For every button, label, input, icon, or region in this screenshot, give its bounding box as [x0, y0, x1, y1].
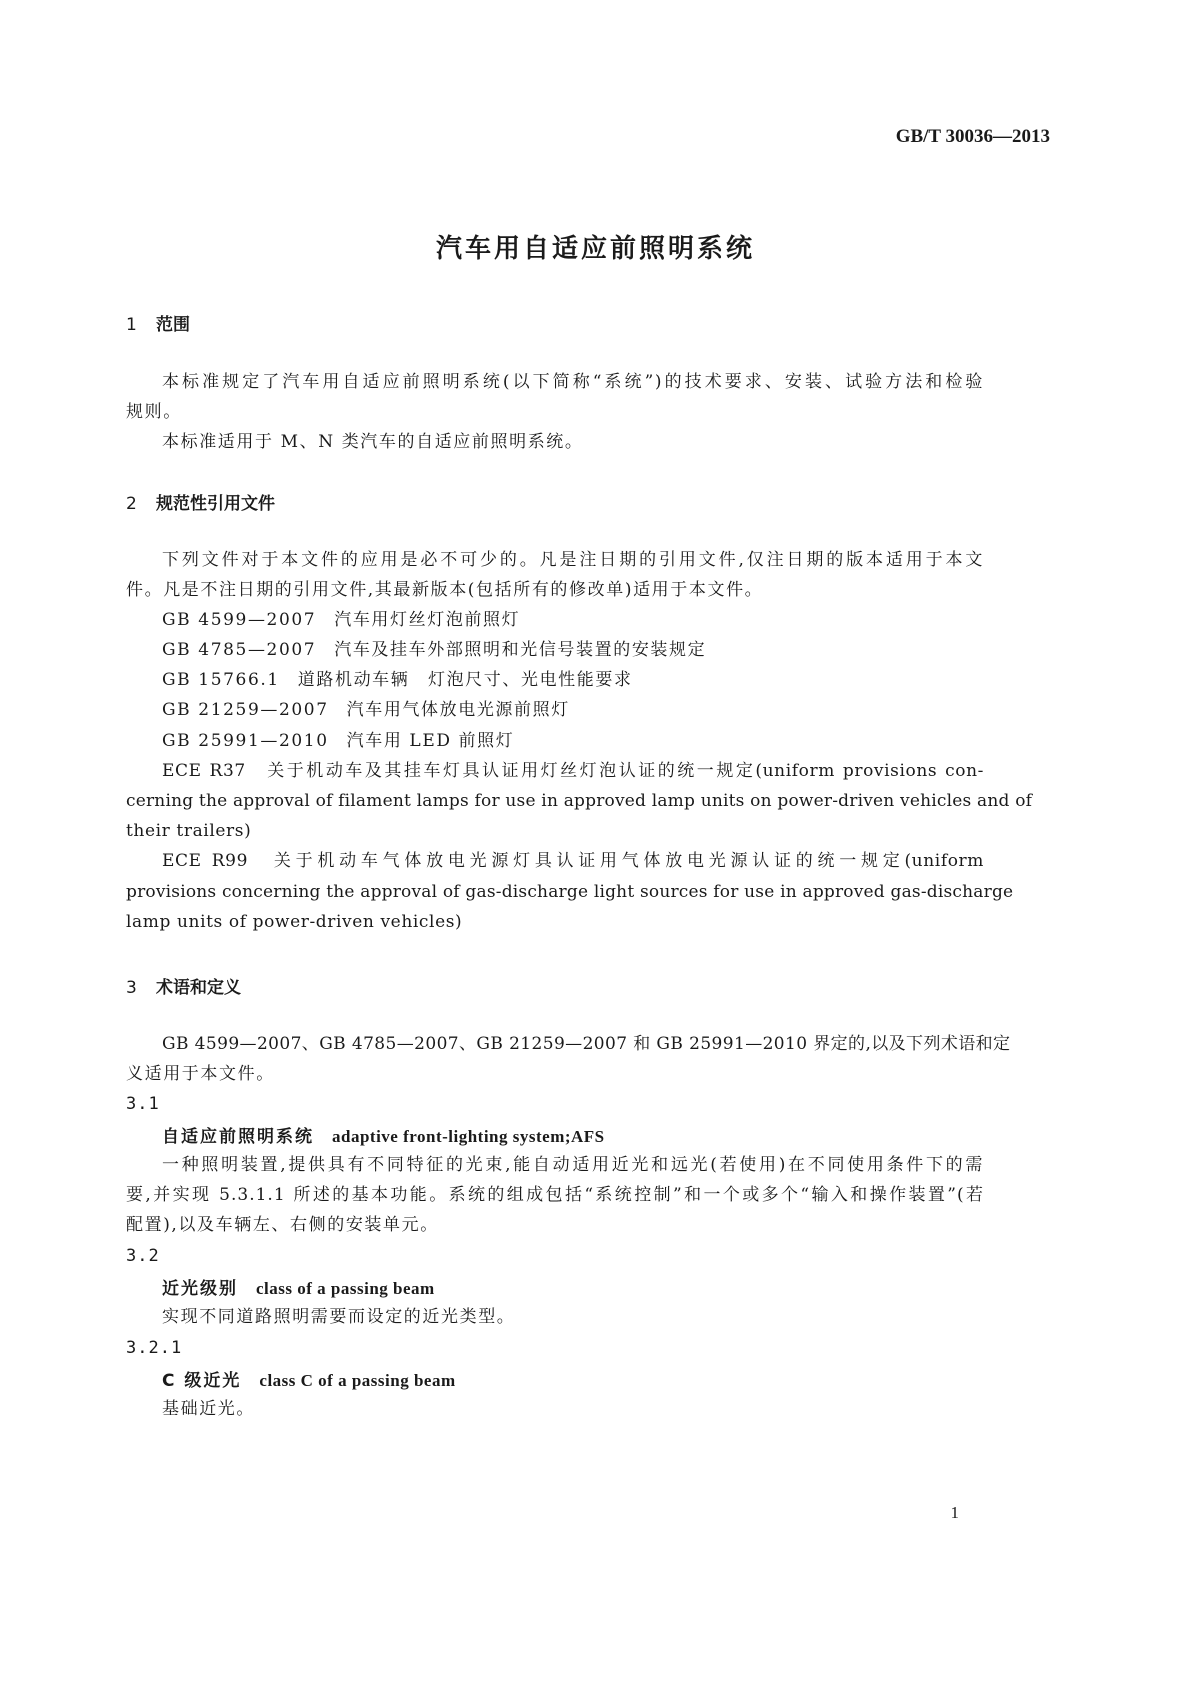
term-heading	[162, 1122, 605, 1147]
reference-name: 汽车用 LED 前照灯	[346, 731, 515, 751]
paragraph-line: 配置),以及车辆左、右侧的安装单元。	[126, 1215, 439, 1235]
paragraph-line: provisions concerning the approval of gas-discharge light sources for use in approved gas-discharge	[126, 882, 1014, 902]
paragraph-line: their trailers)	[126, 821, 252, 841]
term-heading	[162, 1274, 435, 1299]
section-title: 范围	[156, 315, 190, 335]
paragraph-line: 要,并实现 5.3.1.1 所述的基本功能。系统的组成包括“系统控制”和一个或多个“输入和操作装置”(若	[126, 1185, 984, 1205]
clause-number: 3.1	[126, 1094, 160, 1114]
paragraph-line: GB 4599—2007、GB 4785—2007、GB 21259—2007 和 GB 25991—2010 界定的,以及下列术语和定	[162, 1034, 1011, 1054]
term-heading	[162, 1366, 456, 1391]
paragraph-line: 实现不同道路照明需要而设定的近光类型。	[162, 1307, 516, 1327]
reference-code: GB 21259—2007	[162, 700, 329, 720]
reference-code: GB 15766.1	[162, 670, 280, 690]
term-english: class of a passing beam	[256, 1279, 435, 1298]
reference-item	[162, 727, 514, 755]
reference-item	[162, 636, 706, 664]
reference-code: GB 25991—2010	[162, 731, 329, 751]
section-number: 3	[126, 978, 137, 998]
section-2-heading	[126, 489, 275, 514]
section-number: 1	[126, 315, 137, 335]
term-chinese: 自适应前照明系统	[162, 1127, 314, 1147]
reference-name: 汽车及挂车外部照明和光信号装置的安装规定	[334, 640, 707, 660]
reference-item	[162, 666, 633, 694]
paragraph-line: 一种照明装置,提供具有不同特征的光束,能自动适用近光和远光(若使用)在不同使用条件下的需	[162, 1155, 984, 1175]
reference-name: 汽车用灯丝灯泡前照灯	[334, 610, 521, 630]
reference-name: 道路机动车辆 灯泡尺寸、光电性能要求	[297, 670, 633, 690]
clause-number: 3.2.1	[126, 1338, 183, 1358]
paragraph-line: 基础近光。	[162, 1399, 255, 1419]
term-chinese: C 级近光	[162, 1371, 242, 1391]
paragraph-line: ECE R37 关于机动车及其挂车灯具认证用灯丝灯泡认证的统一规定(uniform provisions con-	[162, 761, 984, 781]
paragraph-line: 下列文件对于本文件的应用是必不可少的。凡是注日期的引用文件,仅注日期的版本适用于本文	[162, 550, 984, 570]
section-1-heading	[126, 310, 190, 335]
paragraph-line: 本标准规定了汽车用自适应前照明系统(以下简称“系统”)的技术要求、安装、试验方法和检验	[162, 372, 984, 392]
clause-number: 3.2	[126, 1246, 160, 1266]
reference-code: GB 4785—2007	[162, 640, 317, 660]
reference-item	[162, 606, 520, 634]
document-title: 汽车用自适应前照明系统	[435, 234, 755, 264]
reference-code: GB 4599—2007	[162, 610, 317, 630]
term-chinese: 近光级别	[162, 1279, 238, 1299]
paragraph-line: cerning the approval of filament lamps for use in approved lamp units on power-driven vehicles and of	[126, 791, 1033, 811]
paragraph-line: ECE R99 关于机动车气体放电光源灯具认证用气体放电光源认证的统一规定(uniform	[162, 851, 984, 871]
paragraph-line: 规则。	[126, 402, 182, 422]
paragraph-line: 件。凡是不注日期的引用文件,其最新版本(包括所有的修改单)适用于本文件。	[126, 580, 764, 600]
reference-item	[162, 696, 570, 724]
section-title: 规范性引用文件	[156, 494, 275, 514]
paragraph-line: 义适用于本文件。	[126, 1064, 275, 1084]
page-number: 1	[950, 1503, 959, 1522]
standard-number: GB/T 30036—2013	[895, 126, 1050, 147]
paragraph-line: lamp units of power-driven vehicles)	[126, 912, 463, 932]
term-english: adaptive front-lighting system;AFS	[332, 1127, 605, 1146]
section-title: 术语和定义	[156, 978, 241, 998]
reference-name: 汽车用气体放电光源前照灯	[346, 700, 570, 720]
section-number: 2	[126, 494, 137, 514]
section-3-heading	[126, 973, 241, 998]
term-english: class C of a passing beam	[259, 1371, 456, 1390]
paragraph-line: 本标准适用于 M、N 类汽车的自适应前照明系统。	[162, 432, 584, 452]
